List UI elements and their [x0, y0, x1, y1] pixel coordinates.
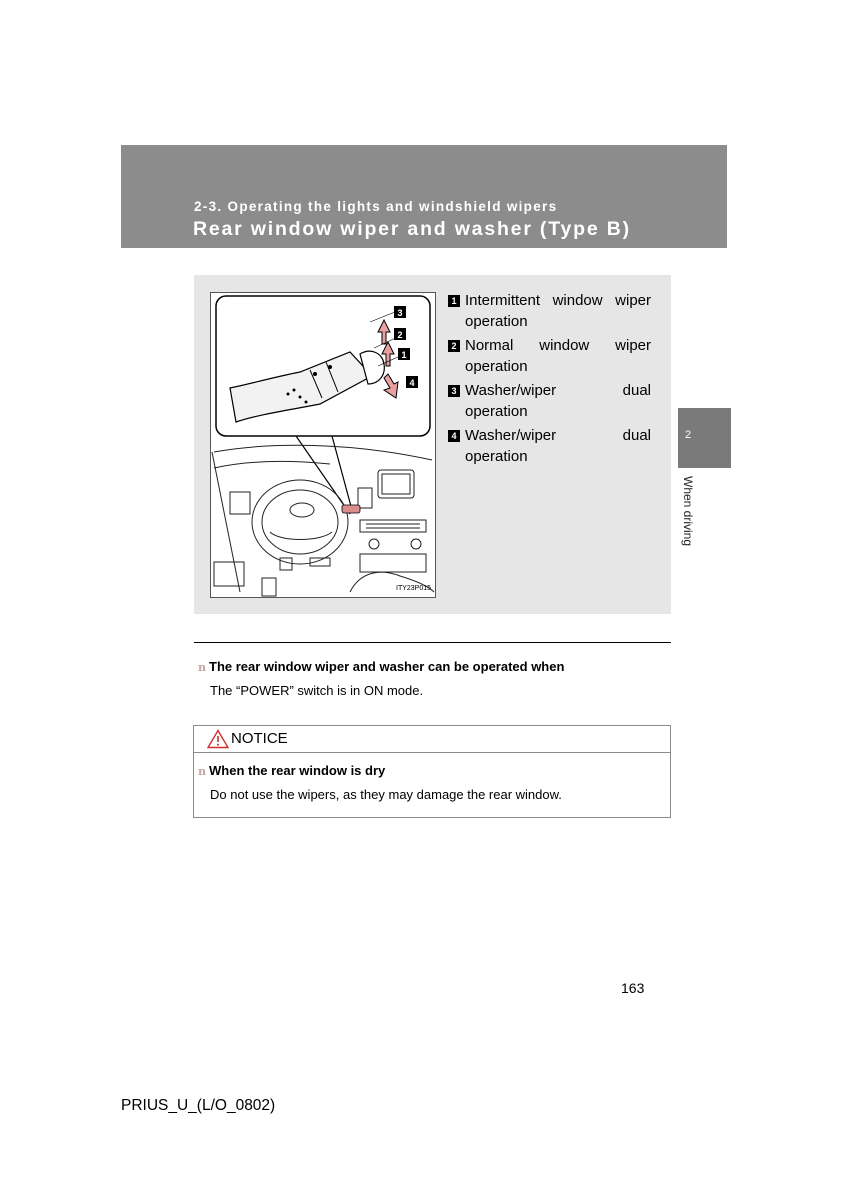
info-heading — [198, 659, 668, 676]
chapter-label: When driving — [681, 476, 695, 547]
warning-triangle-icon — [207, 729, 229, 749]
callout-1-label: 1 — [401, 350, 407, 360]
wiper-lever-illustration — [210, 292, 436, 598]
operation-legend — [448, 290, 651, 470]
callout-4-label: 4 — [409, 378, 415, 388]
callout-2-label: 2 — [397, 330, 403, 340]
chapter-number: 2 — [685, 429, 692, 441]
notice-label: NOTICE — [231, 730, 288, 747]
notice-header — [194, 726, 670, 753]
lever-highlight — [342, 505, 360, 513]
legend-number: 2 — [448, 340, 460, 352]
legend-item — [448, 290, 651, 332]
illustration-panel — [194, 275, 671, 614]
info-heading-text: The rear window wiper and washer can be operated when — [209, 659, 565, 674]
callout-3-label: 3 — [397, 308, 403, 318]
notice-section — [198, 763, 658, 802]
legend-number: 4 — [448, 430, 460, 442]
document-code: PRIUS_U_(L/O_0802) — [121, 1097, 276, 1114]
info-section — [198, 659, 668, 698]
bullet-icon: n — [198, 661, 206, 674]
page-number: 163 — [621, 980, 645, 996]
legend-text: Normal window wiper operation — [465, 337, 651, 375]
figure-code: ITY23P015 — [396, 585, 432, 592]
chapter-header — [121, 145, 727, 248]
legend-text: Intermittent window wiper operation — [465, 292, 651, 330]
notice-heading-text: When the rear window is dry — [209, 763, 386, 778]
section-title: 2-3. Operating the lights and windshield wipers — [194, 199, 558, 214]
legend-number: 1 — [448, 295, 460, 307]
notice-heading — [198, 763, 658, 780]
legend-item — [448, 335, 651, 377]
info-body: The “POWER” switch is in ON mode. — [210, 683, 424, 698]
legend-item — [448, 380, 651, 422]
legend-text: Washer/wiper dual operation — [465, 427, 651, 465]
notice-body: Do not use the wipers, as they may damage the rear window. — [210, 787, 562, 802]
legend-item — [448, 425, 651, 467]
legend-text: Washer/wiper dual operation — [465, 382, 651, 420]
notice-box — [193, 725, 671, 818]
chapter-tab — [678, 408, 731, 468]
legend-number: 3 — [448, 385, 460, 397]
section-divider — [194, 642, 671, 643]
page-title: Rear window wiper and washer (Type B) — [193, 218, 631, 240]
bullet-icon: n — [198, 765, 206, 778]
